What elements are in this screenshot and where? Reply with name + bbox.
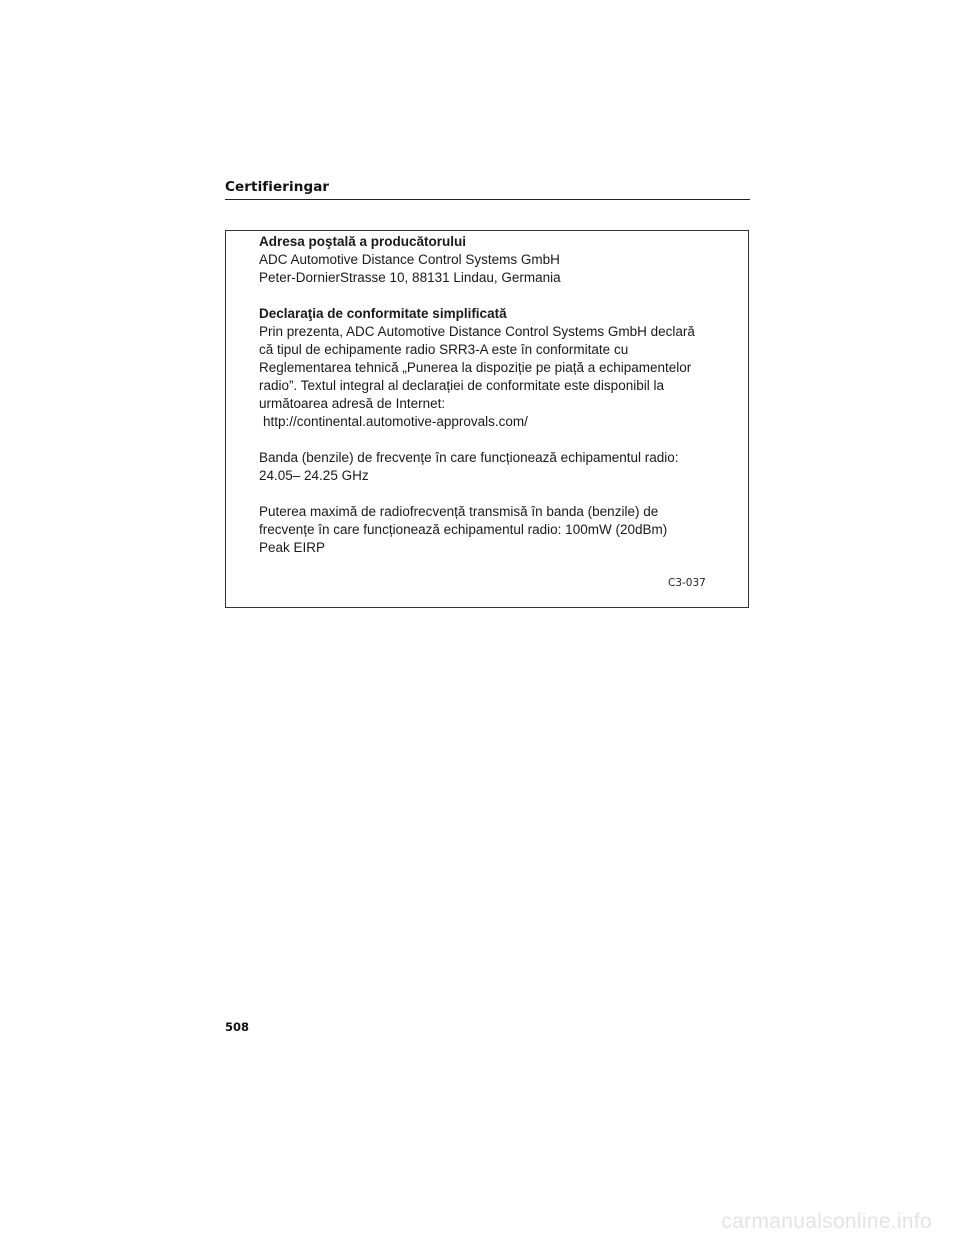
- power-line: frecvențe în care funcționează echipamentul radio: 100mW (20dBm): [259, 522, 668, 537]
- declaration-line: radio”. Textul integral al declarației de conformitate este disponibil la: [259, 378, 664, 393]
- image-code: C3-037: [668, 577, 706, 589]
- section-title: Certifieringar: [225, 179, 330, 195]
- spacer: [259, 431, 729, 449]
- address-line: ADC Automotive Distance Control Systems GmbH: [259, 252, 560, 267]
- spacer: [259, 287, 729, 305]
- declaration-line: următoarea adresă de Internet:: [259, 396, 446, 411]
- spacer: [259, 485, 729, 503]
- power-line: Puterea maximă de radiofrecvență transmisă în banda (benzile) de: [259, 504, 659, 519]
- frequency-line: 24.05– 24.25 GHz: [259, 468, 369, 483]
- declaration-line: că tipul de echipamente radio SRR3-A este în conformitate cu: [259, 342, 629, 357]
- address-heading: Adresa poştală a producătorului: [259, 234, 467, 249]
- frequency-line: Banda (benzile) de frecvențe în care funcționează echipamentul radio:: [259, 450, 679, 465]
- section-header: [225, 177, 750, 200]
- page-number: 508: [225, 1020, 250, 1034]
- certificate-text: [259, 233, 729, 557]
- declaration-heading: Declaraţia de conformitate simplificată: [259, 306, 507, 321]
- declaration-line: Reglementarea tehnică „Punerea la dispoziție pe piață a echipamentelor: [259, 360, 692, 375]
- certificate-box: [225, 230, 749, 608]
- power-line: Peak EIRP: [259, 540, 326, 555]
- watermark: carmanualsonline.info: [721, 1210, 932, 1233]
- declaration-line: Prin prezenta, ADC Automotive Distance Control Systems GmbH declară: [259, 324, 695, 339]
- declaration-url: http://continental.automotive-approvals.com/: [263, 414, 528, 429]
- address-line: Peter-DornierStrasse 10, 88131 Lindau, Germania: [259, 270, 561, 285]
